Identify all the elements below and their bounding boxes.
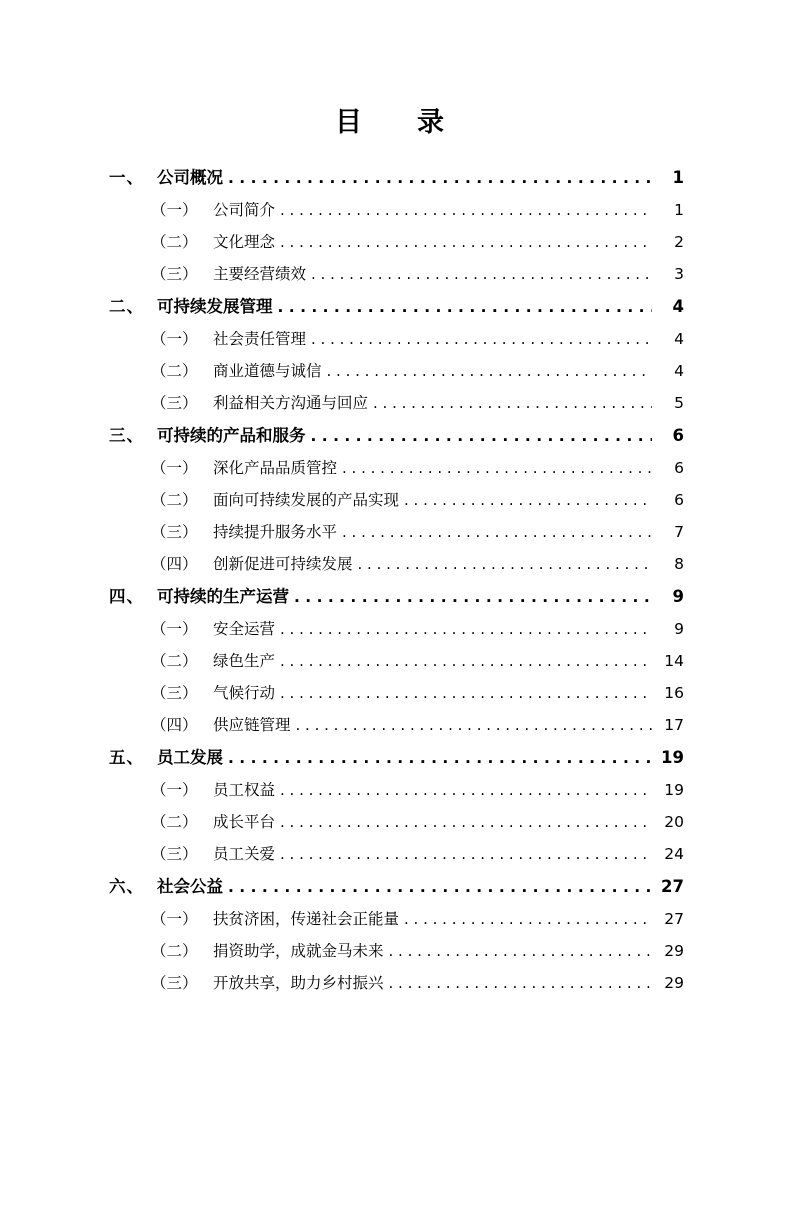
toc-entry-number: （二） xyxy=(151,491,198,509)
toc-entry[interactable] xyxy=(109,935,684,967)
toc-entry-label: 深化产品品质管控 xyxy=(213,459,338,477)
toc-entry-label: 员工发展 xyxy=(157,748,223,767)
toc-entry[interactable] xyxy=(109,258,684,290)
toc-entry-number: 二、 xyxy=(109,297,144,316)
toc-leader-dots xyxy=(311,429,653,446)
toc-leader-dots xyxy=(280,654,652,670)
toc-leader-dots xyxy=(327,364,652,380)
toc-leader-dots xyxy=(296,718,652,734)
toc-entry-number: 五、 xyxy=(109,748,144,767)
toc-entry-label: 气候行动 xyxy=(213,684,276,702)
toc-entry-number: （一） xyxy=(151,201,198,219)
toc-entry[interactable] xyxy=(109,774,684,806)
toc-entry-page: 6 xyxy=(672,426,684,445)
toc-entry-label: 供应链管理 xyxy=(213,716,291,734)
toc-entry-label: 主要经营绩效 xyxy=(213,265,307,283)
toc-entry-number: （二） xyxy=(151,813,198,831)
toc-leader-dots xyxy=(280,815,652,831)
toc-entry-page: 6 xyxy=(674,491,684,509)
toc-entry-label: 持续提升服务水平 xyxy=(213,523,338,541)
toc-entry-page: 7 xyxy=(674,523,684,541)
toc-leader-dots xyxy=(228,880,652,897)
toc-entry-label: 公司简介 xyxy=(213,201,276,219)
toc-entry-number: （二） xyxy=(151,942,198,960)
toc-entry[interactable] xyxy=(109,677,684,709)
toc-entry-number: 四、 xyxy=(109,587,144,606)
toc-entry-page: 19 xyxy=(661,748,684,767)
toc-entry[interactable] xyxy=(109,355,684,387)
toc-entry-number: （三） xyxy=(151,394,198,412)
toc-leader-dots xyxy=(228,751,652,768)
toc-entry-page: 1 xyxy=(672,168,684,187)
toc-entry-label: 创新促进可持续发展 xyxy=(213,555,353,573)
toc-leader-dots xyxy=(280,203,652,219)
toc-entry-label: 社会公益 xyxy=(157,877,223,896)
toc-entry[interactable] xyxy=(109,419,684,452)
toc-entry[interactable] xyxy=(109,870,684,903)
toc-entry-page: 3 xyxy=(674,265,684,283)
toc-entry-page: 4 xyxy=(674,330,684,348)
toc-entry[interactable] xyxy=(109,806,684,838)
toc-entry-number: 一、 xyxy=(109,168,144,187)
toc-entry-number: （一） xyxy=(151,910,198,928)
toc-entry[interactable] xyxy=(109,838,684,870)
toc-entry-number: （三） xyxy=(151,523,198,541)
toc-entry[interactable] xyxy=(109,548,684,580)
toc-leader-dots xyxy=(280,783,652,799)
toc-entry-label: 成长平台 xyxy=(213,813,276,831)
toc-entry-label: 绿色生产 xyxy=(213,652,276,670)
toc-entry-number: （一） xyxy=(151,459,198,477)
toc-entry-page: 6 xyxy=(674,459,684,477)
toc-entry-page: 5 xyxy=(674,394,684,412)
toc-entry-number: （二） xyxy=(151,652,198,670)
toc-entry[interactable] xyxy=(109,741,684,774)
toc-entry-page: 4 xyxy=(672,297,684,316)
toc-entry-label: 开放共享，助力乡村振兴 xyxy=(213,974,384,992)
toc-entry-label: 安全运营 xyxy=(213,620,276,638)
toc-entry[interactable] xyxy=(109,645,684,677)
toc-entry[interactable] xyxy=(109,484,684,516)
toc-entry-page: 29 xyxy=(664,942,684,960)
toc-entry-label: 利益相关方沟通与回应 xyxy=(213,394,369,412)
toc-entry-page: 4 xyxy=(674,362,684,380)
toc-leader-dots xyxy=(342,525,652,541)
toc-entry-label: 面向可持续发展的产品实现 xyxy=(213,491,400,509)
toc-entry-page: 14 xyxy=(664,652,684,670)
toc-entry-page: 2 xyxy=(674,233,684,251)
toc-entry-number: （三） xyxy=(151,684,198,702)
toc-entry[interactable] xyxy=(109,967,684,999)
toc-entry-number: （一） xyxy=(151,330,198,348)
table-of-contents xyxy=(109,161,684,999)
toc-entry-number: （一） xyxy=(151,781,198,799)
toc-leader-dots xyxy=(389,976,652,992)
toc-entry-number: （四） xyxy=(151,555,198,573)
toc-entry-number: （四） xyxy=(151,716,198,734)
toc-entry-label: 扶贫济困，传递社会正能量 xyxy=(213,910,400,928)
toc-entry-page: 29 xyxy=(664,974,684,992)
toc-leader-dots xyxy=(358,557,652,573)
toc-entry-number: （三） xyxy=(151,845,198,863)
toc-leader-dots xyxy=(311,332,652,348)
toc-entry[interactable] xyxy=(109,903,684,935)
toc-entry-number: （二） xyxy=(151,233,198,251)
toc-entry-page: 9 xyxy=(672,587,684,606)
toc-entry-page: 24 xyxy=(664,845,684,863)
toc-entry-label: 可持续发展管理 xyxy=(157,297,273,316)
document-page xyxy=(0,100,793,1222)
toc-entry[interactable] xyxy=(109,226,684,258)
toc-entry[interactable] xyxy=(109,194,684,226)
page-title: 目 录 xyxy=(335,107,458,138)
toc-entry-label: 员工权益 xyxy=(213,781,276,799)
toc-entry[interactable] xyxy=(109,323,684,355)
toc-leader-dots xyxy=(311,267,652,283)
toc-entry-label: 公司概况 xyxy=(157,168,223,187)
toc-leader-dots xyxy=(278,300,653,317)
toc-entry-page: 20 xyxy=(664,813,684,831)
toc-entry-number: （三） xyxy=(151,974,198,992)
toc-leader-dots xyxy=(280,235,652,251)
toc-leader-dots xyxy=(280,686,652,702)
toc-leader-dots xyxy=(280,622,652,638)
toc-entry-page: 27 xyxy=(664,910,684,928)
toc-entry-label: 文化理念 xyxy=(213,233,276,251)
toc-leader-dots xyxy=(342,461,652,477)
toc-entry[interactable] xyxy=(109,709,684,741)
toc-leader-dots xyxy=(294,590,652,607)
toc-entry[interactable] xyxy=(109,452,684,484)
toc-leader-dots xyxy=(404,912,652,928)
toc-entry-number: 三、 xyxy=(109,426,144,445)
toc-entry[interactable] xyxy=(109,580,684,613)
toc-entry[interactable] xyxy=(109,516,684,548)
toc-entry-page: 1 xyxy=(674,201,684,219)
toc-leader-dots xyxy=(404,493,652,509)
toc-entry-label: 捐资助学，成就金马未来 xyxy=(213,942,384,960)
toc-entry-number: （二） xyxy=(151,362,198,380)
toc-entry-label: 可持续的产品和服务 xyxy=(157,426,306,445)
toc-entry-page: 27 xyxy=(661,877,684,896)
toc-entry-page: 17 xyxy=(664,716,684,734)
toc-entry-label: 可持续的生产运营 xyxy=(157,587,289,606)
toc-entry-page: 8 xyxy=(674,555,684,573)
toc-entry[interactable] xyxy=(109,613,684,645)
toc-leader-dots xyxy=(228,171,652,188)
toc-entry-page: 9 xyxy=(674,620,684,638)
toc-entry[interactable] xyxy=(109,161,684,194)
toc-entry[interactable] xyxy=(109,387,684,419)
toc-entry-page: 19 xyxy=(664,781,684,799)
toc-entry-label: 社会责任管理 xyxy=(213,330,307,348)
toc-entry-label: 员工关爱 xyxy=(213,845,276,863)
toc-entry[interactable] xyxy=(109,290,684,323)
toc-entry-label: 商业道德与诚信 xyxy=(213,362,322,380)
toc-leader-dots xyxy=(373,396,652,412)
toc-entry-number: （一） xyxy=(151,620,198,638)
toc-leader-dots xyxy=(389,944,652,960)
toc-entry-page: 16 xyxy=(664,684,684,702)
toc-leader-dots xyxy=(280,847,652,863)
toc-entry-number: 六、 xyxy=(109,877,144,896)
toc-entry-number: （三） xyxy=(151,265,198,283)
